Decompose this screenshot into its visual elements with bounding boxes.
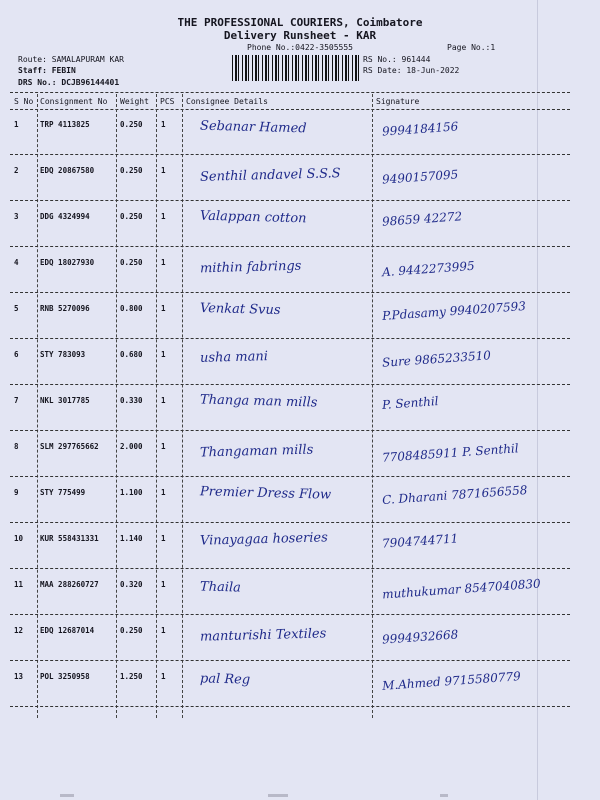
cell-consignment-no: STY 775499	[40, 488, 86, 497]
cell-consignment-no: SLM 297765662	[40, 442, 99, 451]
row-divider	[10, 154, 570, 155]
cell-consignment-no: EDQ 12687014	[40, 626, 95, 635]
phone-number: Phone No.:0422-3505555	[247, 43, 353, 52]
cell-pcs: 1	[161, 258, 166, 267]
scan-artifact	[60, 794, 74, 797]
column-divider	[37, 94, 38, 718]
staff-label: Staff: FEBIN	[18, 66, 76, 75]
rs-date: RS Date: 18-Jun-2022	[363, 66, 460, 75]
cell-sno: 2	[14, 166, 19, 175]
cell-weight: 0.680	[120, 350, 143, 359]
row-divider	[10, 706, 570, 707]
cell-sno: 1	[14, 120, 19, 129]
handwritten-consignee: Venkat Svus	[199, 300, 281, 319]
company-title: THE PROFESSIONAL COURIERS, Coimbatore	[177, 16, 423, 29]
handwritten-consignee: Thaila	[199, 579, 242, 596]
column-divider	[372, 94, 373, 718]
cell-consignment-no: RNB 5270096	[40, 304, 90, 313]
cell-consignment-no: NKL 3017785	[40, 396, 90, 405]
handwritten-signature: 98659 42272	[381, 209, 463, 229]
cell-pcs: 1	[161, 580, 166, 589]
drs-number: DRS No.: DCJB96144401	[18, 78, 120, 87]
cell-sno: 5	[14, 304, 19, 313]
barcode	[232, 55, 360, 81]
cell-consignment-no: STY 783093	[40, 350, 86, 359]
handwritten-signature: 9994932668	[381, 627, 459, 647]
cell-consignment-no: TRP 4113825	[40, 120, 90, 129]
handwritten-consignee: Vinayagaa hoseries	[199, 530, 328, 549]
handwritten-consignee: usha mani	[199, 349, 269, 366]
rs-number: RS No.: 961444	[363, 55, 431, 64]
handwritten-consignee: pal Reg	[199, 671, 251, 688]
cell-weight: 0.250	[120, 626, 143, 635]
cell-weight: 1.250	[120, 672, 143, 681]
row-divider	[10, 522, 570, 523]
cell-sno: 8	[14, 442, 19, 451]
cell-weight: 0.250	[120, 212, 143, 221]
col-header-consignee: Consignee Details	[186, 97, 268, 106]
route-label: Route: SAMALAPURAM KAR	[18, 55, 124, 64]
page-number: Page No.:1	[447, 43, 496, 52]
handwritten-consignee: manturishi Textiles	[199, 626, 327, 645]
handwritten-consignee: Senthil andavel S.S.S	[199, 166, 341, 185]
column-divider	[182, 94, 183, 718]
row-divider	[10, 246, 570, 247]
scan-artifact	[268, 794, 288, 797]
cell-weight: 0.330	[120, 396, 143, 405]
row-divider	[10, 292, 570, 293]
handwritten-signature: A. 9442273995	[381, 258, 476, 280]
cell-weight: 0.250	[120, 258, 143, 267]
row-divider	[10, 430, 570, 431]
handwritten-signature: P. Senthil	[381, 394, 439, 412]
handwritten-consignee: mithin fabrings	[199, 258, 302, 277]
scan-artifact	[440, 794, 448, 797]
handwritten-signature: 7904744711	[381, 531, 459, 551]
cell-sno: 6	[14, 350, 19, 359]
col-header-weight: Weight	[120, 97, 149, 106]
header-divider-top	[10, 92, 570, 93]
row-divider	[10, 568, 570, 569]
cell-consignment-no: EDQ 20867580	[40, 166, 95, 175]
cell-weight: 0.250	[120, 120, 143, 129]
cell-consignment-no: KUR 558431331	[40, 534, 99, 543]
cell-pcs: 1	[161, 442, 166, 451]
handwritten-signature: M.Ahmed 9715580779	[381, 669, 522, 693]
cell-weight: 0.250	[120, 166, 143, 175]
row-divider	[10, 200, 570, 201]
handwritten-signature: P.Pdasamy 9940207593	[381, 298, 527, 324]
handwritten-signature: 7708485911 P. Senthil	[381, 441, 520, 465]
cell-pcs: 1	[161, 120, 166, 129]
cell-consignment-no: POL 3250958	[40, 672, 90, 681]
cell-pcs: 1	[161, 396, 166, 405]
cell-sno: 7	[14, 396, 19, 405]
handwritten-signature: 9490157095	[381, 167, 459, 187]
cell-sno: 11	[14, 580, 24, 589]
row-divider	[10, 660, 570, 661]
handwritten-signature: 9994184156	[381, 119, 459, 139]
cell-pcs: 1	[161, 534, 166, 543]
cell-sno: 12	[14, 626, 24, 635]
cell-weight: 1.100	[120, 488, 143, 497]
cell-sno: 13	[14, 672, 24, 681]
cell-weight: 1.140	[120, 534, 143, 543]
cell-pcs: 1	[161, 626, 166, 635]
col-header-sno: S No	[14, 97, 34, 106]
cell-sno: 3	[14, 212, 19, 221]
cell-pcs: 1	[161, 672, 166, 681]
cell-weight: 0.800	[120, 304, 143, 313]
handwritten-signature: Sure 9865233510	[381, 348, 492, 370]
header-divider-bottom	[10, 109, 570, 110]
handwritten-consignee: Sebanar Hamed	[199, 118, 307, 137]
cell-pcs: 1	[161, 350, 166, 359]
handwritten-consignee: Valappan cotton	[199, 208, 307, 227]
handwritten-consignee: Thangaman mills	[199, 442, 314, 461]
cell-pcs: 1	[161, 304, 166, 313]
cell-sno: 4	[14, 258, 19, 267]
handwritten-signature: C. Dharani 7871656558	[381, 482, 528, 508]
handwritten-consignee: Thanga man mills	[199, 392, 318, 411]
cell-consignment-no: EDQ 18027930	[40, 258, 95, 267]
cell-pcs: 1	[161, 212, 166, 221]
handwritten-consignee: Premier Dress Flow	[199, 484, 332, 503]
cell-consignment-no: DDG 4324994	[40, 212, 90, 221]
runsheet-title: Delivery Runsheet - KAR	[223, 29, 377, 42]
column-divider	[116, 94, 117, 718]
cell-pcs: 1	[161, 488, 166, 497]
cell-sno: 9	[14, 488, 19, 497]
col-header-signature: Signature	[376, 97, 420, 106]
row-divider	[10, 384, 570, 385]
row-divider	[10, 476, 570, 477]
cell-consignment-no: MAA 288260727	[40, 580, 99, 589]
handwritten-signature: muthukumar 8547040830	[381, 576, 542, 602]
page-edge	[537, 0, 538, 800]
col-header-consignment: Consignment No	[40, 97, 108, 106]
cell-pcs: 1	[161, 166, 166, 175]
col-header-pcs: PCS	[160, 97, 175, 106]
row-divider	[10, 614, 570, 615]
row-divider	[10, 338, 570, 339]
cell-sno: 10	[14, 534, 24, 543]
cell-weight: 2.000	[120, 442, 143, 451]
column-divider	[156, 94, 157, 718]
cell-weight: 0.320	[120, 580, 143, 589]
